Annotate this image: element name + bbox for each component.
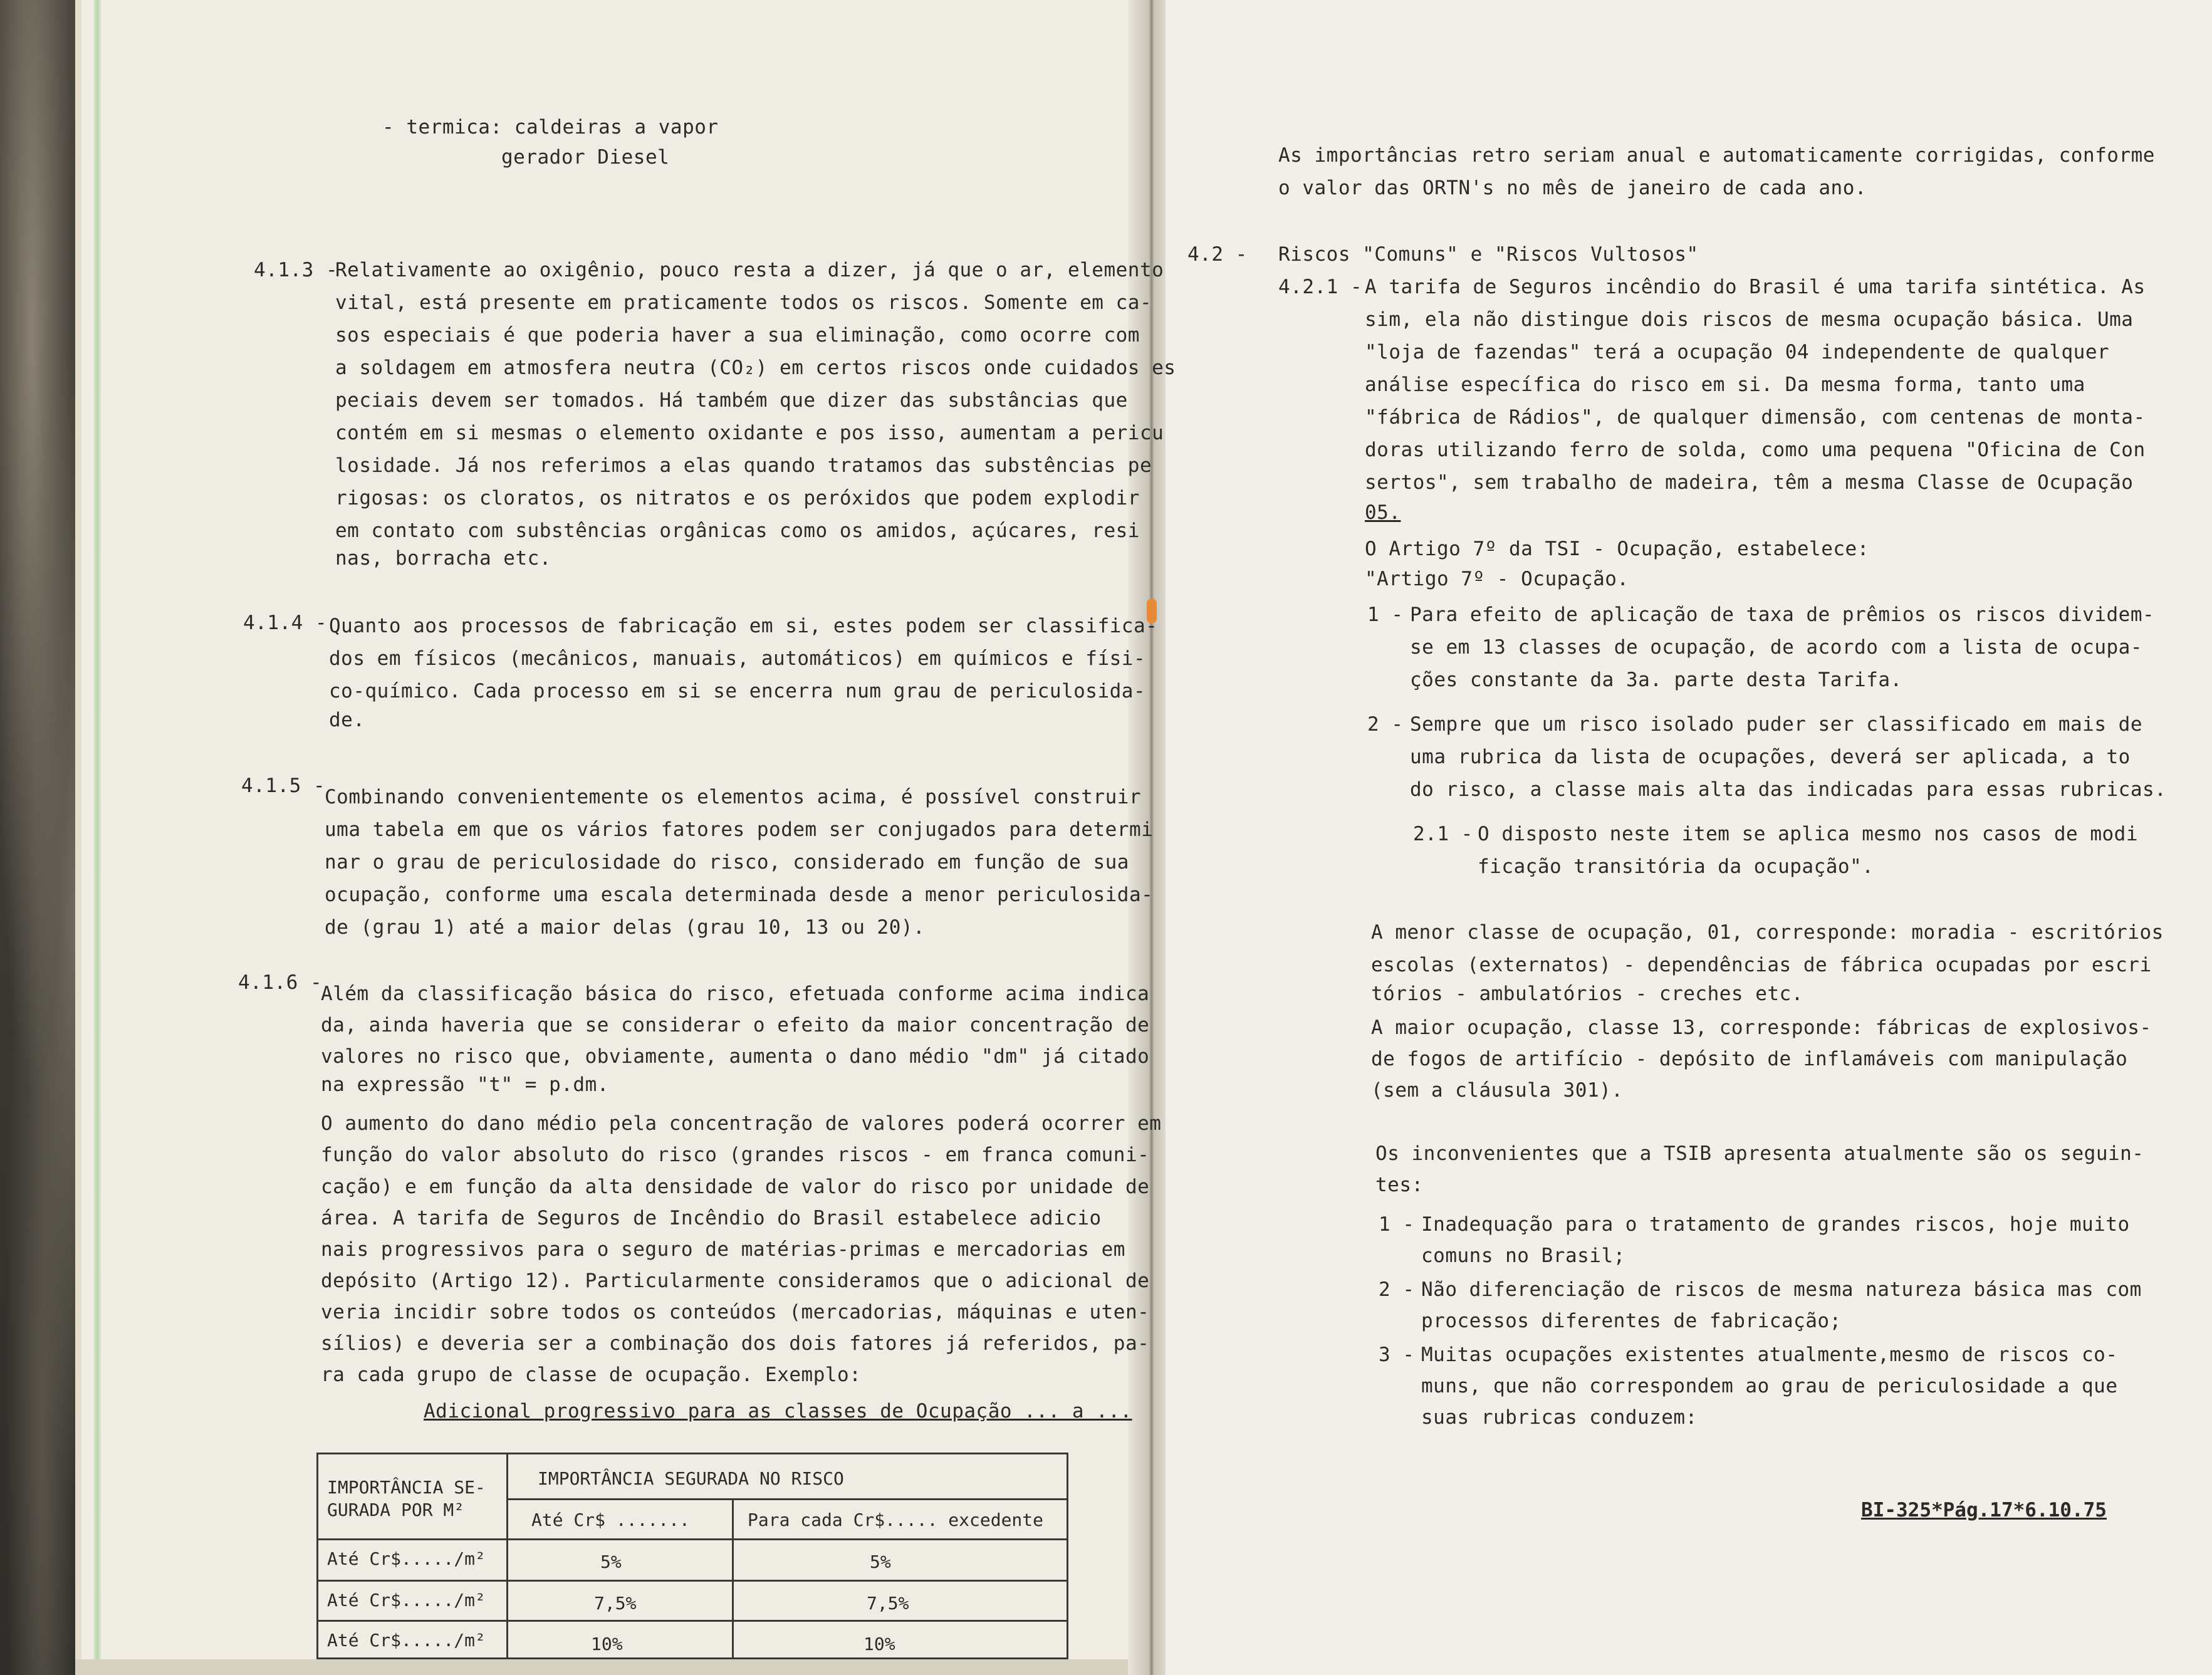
green-page-edge <box>94 0 102 1661</box>
text-line: análise específica do risco em si. Da mesma forma, tanto uma <box>1365 373 2085 396</box>
row-label: Até Cr$...../m² <box>327 1630 486 1651</box>
text-line: escolas (externatos) - dependências de fábrica ocupadas por escri <box>1371 954 2152 976</box>
text-line: do risco, a classe mais alta das indicadas para essas rubricas. <box>1410 778 2167 801</box>
item-number: 2 - <box>1367 713 1404 736</box>
text-line: 05. <box>1365 501 1401 524</box>
text-line: (sem a cláusula 301). <box>1371 1079 1624 1102</box>
text-line: cação) e em função da alta densidade de valor do risco por unidade de <box>321 1176 1150 1198</box>
row-label: Até Cr$...../m² <box>327 1590 486 1610</box>
text-line: ocupação, conforme uma escala determinada desde a menor periculosida- <box>325 884 1154 906</box>
text-line: valores no risco que, obviamente, aumenta o dano médio "dm" já citado <box>321 1045 1150 1068</box>
text-line: uma rubrica da lista de ocupações, deverá ser aplicada, a to <box>1410 746 2131 768</box>
row-value: 7,5% <box>594 1593 637 1614</box>
section-label-413: 4.1.3 - <box>254 259 338 281</box>
text-line: O aumento do dano médio pela concentração de valores poderá ocorrer em <box>321 1112 1162 1135</box>
item-number: 1 - <box>1367 603 1404 626</box>
item-number: 2.1 - <box>1413 823 1473 845</box>
col2-header: Até Cr$ ....... <box>531 1510 690 1530</box>
text-line: Os inconvenientes que a TSIB apresenta atualmente são os seguin- <box>1375 1142 2144 1165</box>
section-label-415: 4.1.5 - <box>241 775 326 797</box>
text-line: muns, que não correspondem ao grau de periculosidade a que <box>1421 1375 2118 1397</box>
text-line: nas, borracha etc. <box>335 547 551 570</box>
table-title: Adicional progressivo para as classes de Ocupação ... a ... <box>424 1400 1132 1422</box>
text-line: suas rubricas conduzem: <box>1421 1406 1698 1429</box>
text-line: se em 13 classes de ocupação, de acordo com a lista de ocupa- <box>1410 636 2142 659</box>
table-divider <box>506 1454 508 1657</box>
page-bottom-edge <box>75 1659 1153 1675</box>
text-line: tórios - ambulatórios - creches etc. <box>1371 983 1803 1005</box>
table-divider <box>506 1498 1067 1500</box>
text-line: função do valor absoluto do risco (grandes riscos - em franca comuni- <box>321 1144 1150 1166</box>
row-value: 5% <box>600 1552 622 1572</box>
row-value: 10% <box>591 1634 623 1654</box>
text-line: A maior ocupação, classe 13, corresponde: fábricas de explosivos- <box>1371 1016 2152 1039</box>
row-value: 5% <box>870 1552 891 1572</box>
row-label: Até Cr$...../m² <box>327 1548 486 1569</box>
item-number: 2 - <box>1379 1278 1415 1301</box>
col1-header-line: GURADA POR M² <box>327 1500 465 1520</box>
text-line: sílios) e deveria ser a combinação dos dois fatores já referidos, pa- <box>321 1332 1150 1355</box>
text-line: Relativamente ao oxigênio, pouco resta a dizer, já que o ar, elemento <box>335 259 1164 281</box>
text-line: A tarifa de Seguros incêndio do Brasil é uma tarifa sintética. As <box>1365 276 2146 298</box>
text-line: peciais devem ser tomados. Há também que dizer das substâncias que <box>335 389 1128 412</box>
text-line: ficação transitória da ocupação". <box>1478 855 1874 878</box>
text-line: Inadequação para o tratamento de grandes riscos, hoje muito <box>1421 1213 2130 1236</box>
text-line: Muitas ocupações existentes atualmente,mesmo de riscos co- <box>1421 1344 2118 1366</box>
table-divider <box>732 1498 734 1657</box>
section-42-title: Riscos "Comuns" e "Riscos Vultosos" <box>1278 243 1699 266</box>
group-header: IMPORTÂNCIA SEGURADA NO RISCO <box>538 1468 844 1489</box>
section-label-421: 4.2.1 - <box>1278 276 1363 298</box>
text-line: ra cada grupo de classe de ocupação. Exemplo: <box>321 1364 862 1386</box>
text-line: doras utilizando ferro de solda, como uma pequena "Oficina de Con <box>1365 439 2146 461</box>
text-line: na expressão "t" = p.dm. <box>321 1073 609 1096</box>
text-line: de fogos de artifício - depósito de inflamáveis com manipulação <box>1371 1048 2128 1070</box>
table-divider <box>318 1538 1067 1540</box>
text-line: "fábrica de Rádios", de qualquer dimensão, com centenas de monta- <box>1365 406 2146 429</box>
table-divider <box>318 1580 1067 1582</box>
text-line: de (grau 1) até a maior delas (grau 10, 13 ou 20). <box>325 916 926 939</box>
text-line: área. A tarifa de Seguros de Incêndio do Brasil estabelece adicio <box>321 1207 1102 1229</box>
intro-line: o valor das ORTN's no mês de janeiro de cada ano. <box>1278 177 1867 199</box>
col1-header-line: IMPORTÂNCIA SE- <box>327 1477 486 1498</box>
item-number: 1 - <box>1379 1213 1415 1236</box>
section-label-416: 4.1.6 - <box>238 971 323 994</box>
text-line: processos diferentes de fabricação; <box>1421 1310 1842 1332</box>
text-line: depósito (Artigo 12). Particularmente consideramos que o adicional de <box>321 1270 1150 1292</box>
text-line: de. <box>329 709 365 731</box>
text-line: da, ainda haveria que se considerar o efeito da maior concentração de <box>321 1014 1150 1036</box>
text-line: nar o grau de periculosidade do risco, considerado em função de sua <box>325 851 1129 874</box>
col3-header: Para cada Cr$..... excedente <box>748 1510 1044 1530</box>
section-label-42: 4.2 - <box>1187 243 1248 266</box>
heading-line-1: - termica: caldeiras a vapor <box>382 116 719 138</box>
text-line: "Artigo 7º - Ocupação. <box>1365 568 1629 590</box>
text-line: em contato com substências orgânicas como os amidos, açúcares, resi <box>335 519 1140 542</box>
text-line: A menor classe de ocupação, 01, corresponde: moradia - escritórios <box>1371 921 2164 944</box>
text-line: sos especiais é que poderia haver a sua eliminação, como ocorre com <box>335 324 1140 347</box>
row-value: 10% <box>863 1634 895 1654</box>
text-line: a soldagem em atmosfera neutra (CO₂) em certos riscos onde cuidados es <box>335 357 1176 379</box>
table-divider <box>318 1620 1067 1622</box>
text-line: Sempre que um risco isolado puder ser classificado em mais de <box>1410 713 2142 736</box>
row-value: 7,5% <box>867 1593 909 1614</box>
text-line: "loja de fazendas" terá a ocupação 04 independente de qualquer <box>1365 341 2110 363</box>
text-line: sim, ela não distingue dois riscos de mesma ocupação básica. Uma <box>1365 308 2134 331</box>
text-line: nais progressivos para o seguro de matérias-primas e mercadorias em <box>321 1238 1125 1261</box>
page-reference: BI-325*Pág.17*6.10.75 <box>1861 1499 2107 1521</box>
text-line: dos em físicos (mecânicos, manuais, automáticos) em químicos e físi- <box>329 647 1146 670</box>
text-line: comuns no Brasil; <box>1421 1245 1625 1267</box>
text-line: tes: <box>1375 1174 1424 1196</box>
heading-line-2: gerador Diesel <box>501 146 670 169</box>
text-line: Não diferenciação de riscos de mesma natureza básica mas com <box>1421 1278 2142 1301</box>
text-line: Além da classificação básica do risco, efetuada conforme acima indica <box>321 983 1150 1005</box>
text-line: losidade. Já nos referimos a elas quando tratamos das substências pe <box>335 454 1152 477</box>
text-line: O Artigo 7º da TSI - Ocupação, estabelece: <box>1365 538 1869 560</box>
text-line: uma tabela em que os vários fatores podem ser conjugados para determi <box>325 818 1154 841</box>
text-line: co-químico. Cada processo em si se encerra num grau de periculosida- <box>329 680 1146 702</box>
text-line: sertos", sem trabalho de madeira, têm a mesma Classe de Ocupação <box>1365 471 2134 494</box>
text-line: Para efeito de aplicação de taxa de prêmios os riscos dividem- <box>1410 603 2155 626</box>
text-line: ções constante da 3a. parte desta Tarifa. <box>1410 669 1902 691</box>
text-line: O disposto neste item se aplica mesmo nos casos de modi <box>1478 823 2138 845</box>
progressive-table <box>316 1453 1068 1659</box>
text-line: Combinando convenientemente os elementos acima, é possível construir <box>325 786 1142 808</box>
text-line: Quanto aos processos de fabricação em si, estes podem ser classifica- <box>329 615 1158 637</box>
text-line: veria incidir sobre todos os conteúdos (mercadorias, máquinas e uten- <box>321 1301 1150 1323</box>
section-label-414: 4.1.4 - <box>243 612 328 634</box>
item-number: 3 - <box>1379 1344 1415 1366</box>
intro-line: As importâncias retro seriam anual e automaticamente corrigidas, conforme <box>1278 144 2155 167</box>
text-line: vital, está presente em praticamente todos os riscos. Somente em ca- <box>335 291 1152 314</box>
text-line: rigosas: os cloratos, os nitratos e os peróxidos que podem explodir <box>335 487 1140 509</box>
text-line: contém em si mesmas o elemento oxidante e pos isso, aumentam a pericu <box>335 422 1164 444</box>
